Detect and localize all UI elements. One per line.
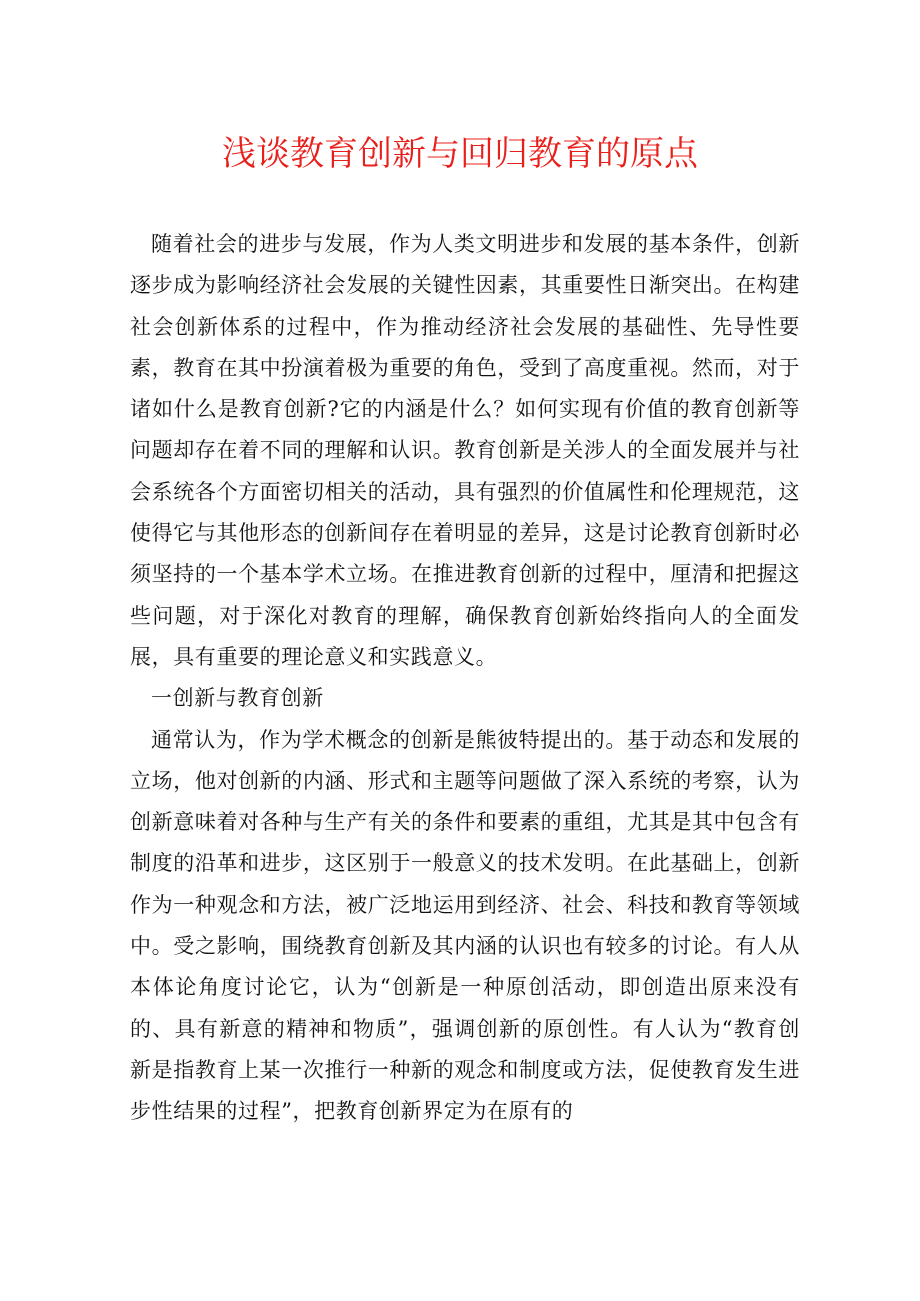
paragraph-section-one: 通常认为，作为学术概念的创新是熊彼特提出的。基于动态和发展的立场，他对创新的内涵、形式和主题等问题做了深入系统的考察，认为创新意味着对各种与生产有关的条件和要素的重组，尤其是其中包含有制度的沿革和进步，这区别于一般意义的技术发明。在此基础上，创新作为一种观念和方法，被广泛地运用到经济、社会、科技和教育等领域中。受之影响，围绕教育创新及其内涵的认识也有较多的讨论。有人从本体论角度讨论它，认为“创新是一种原创活动，即创造出原来没有的、具有新意的精神和物质”，强调创新的原创性。有人认为“教育创新是指教育上某一次推行一种新的观念和制度或方法，促使教育发生进步性结果的过程”，把教育创新界定为在原有的: [130, 727, 800, 1124]
document-title: 浅谈教育创新与回归教育的原点: [222, 134, 698, 174]
paragraph-intro: 随着社会的进步与发展，作为人类文明进步和发展的基本条件，创新逐步成为影响经济社会发展的关键性因素，其重要性日渐突出。在构建社会创新体系的过程中，作为推动经济社会发展的基础性、先导性要素，教育在其中扮演着极为重要的角色，受到了高度重视。然而，对于诸如什么是教育创新?它的内涵是什么？如何实现有价值的教育创新等问题却存在着不同的理解和认识。教育创新是关涉人的全面发展并与社会系统各个方面密切相关的活动，具有强烈的价值属性和伦理规范，这使得它与其他形态的创新间存在着明显的差异，这是讨论教育创新时必须坚持的一个基本学术立场。在推进教育创新的过程中，厘清和把握这些问题，对于深化对教育的理解，确保教育创新始终指向人的全面发展，具有重要的理论意义和实践意义。: [130, 232, 800, 669]
document-body: [130, 224, 800, 1133]
section-heading: 一创新与教育创新: [151, 686, 324, 711]
